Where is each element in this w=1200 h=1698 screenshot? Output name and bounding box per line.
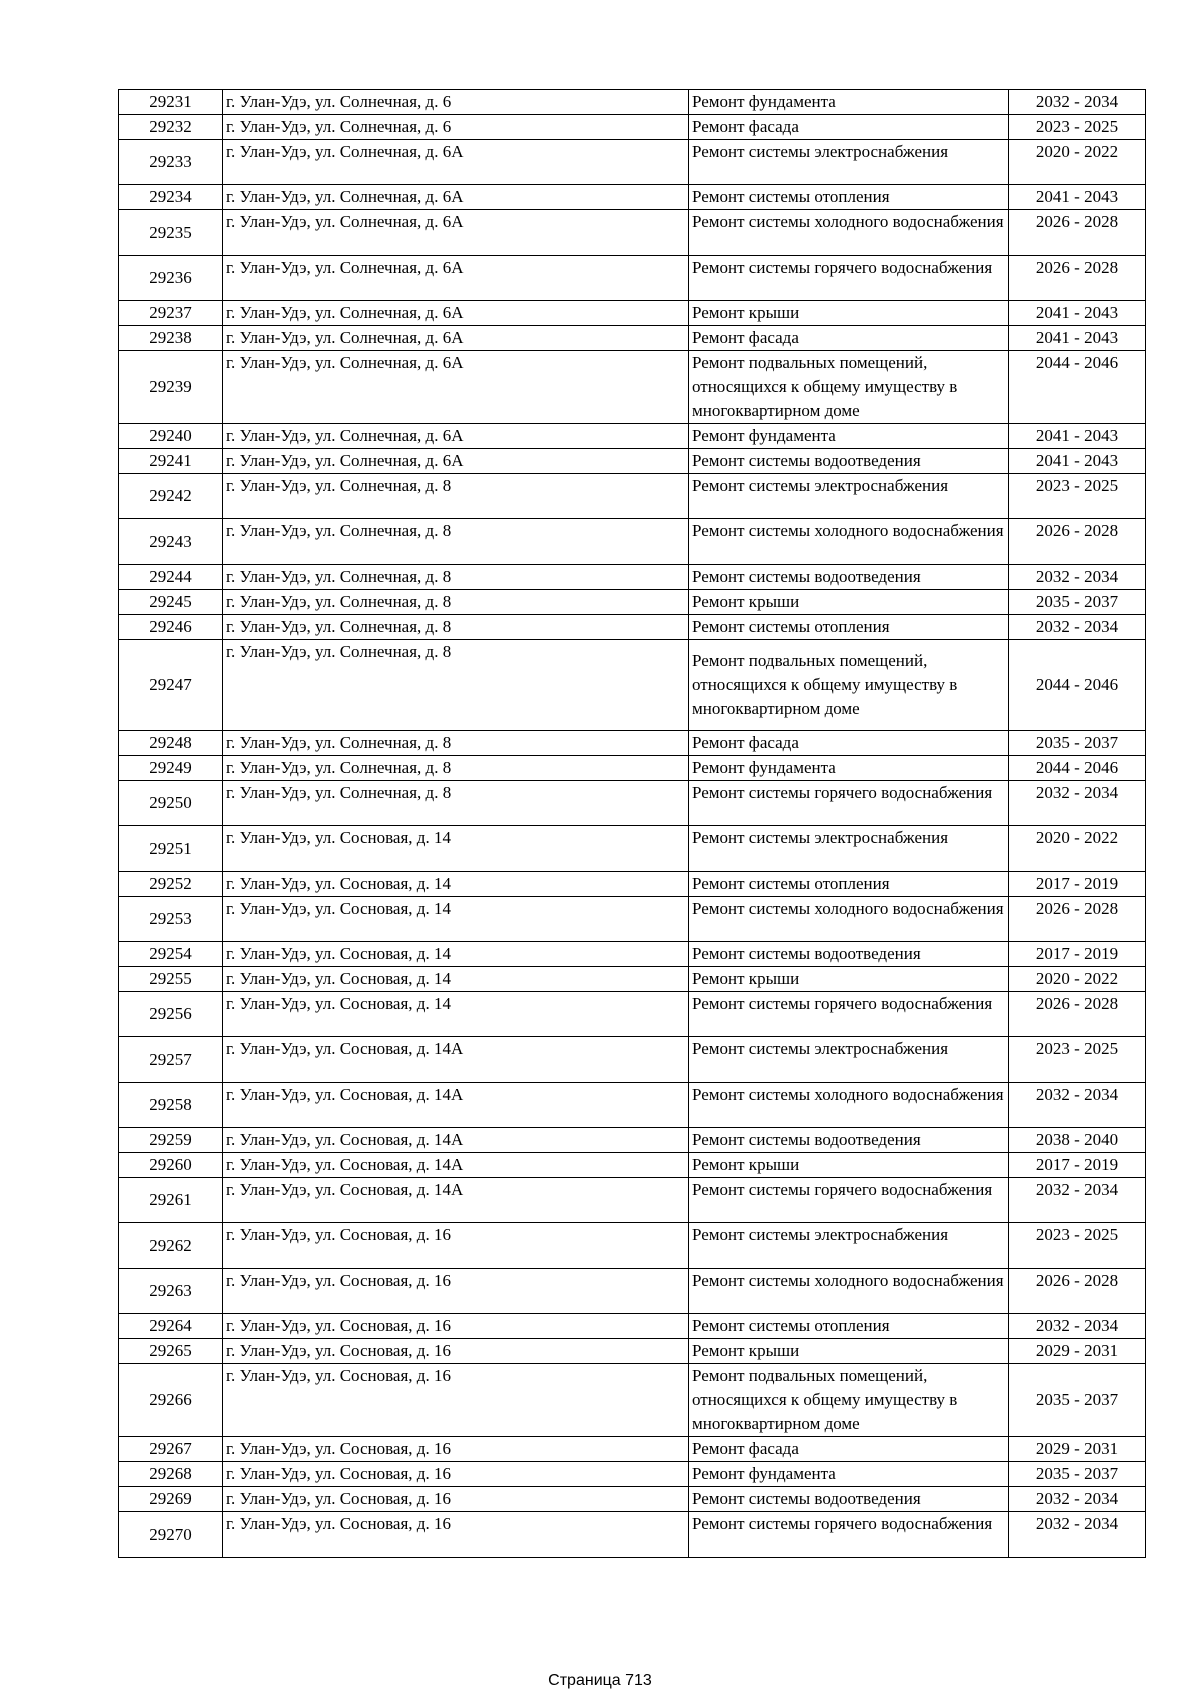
address-cell: г. Улан-Удэ, ул. Солнечная, д. 8 [223,640,689,731]
address-cell: г. Улан-Удэ, ул. Сосновая, д. 16 [223,1339,689,1364]
period-cell: 2035 - 2037 [1009,1462,1146,1487]
work-type-cell: Ремонт подвальных помещений, относящихся к общему имуществу в многоквартирном доме [689,1364,1009,1437]
table-row [119,326,1146,351]
address-cell: г. Улан-Удэ, ул. Солнечная, д. 8 [223,731,689,756]
table-row [119,449,1146,474]
work-type-cell: Ремонт системы водоотведения [689,1487,1009,1512]
work-type-cell: Ремонт системы холодного водоснабжения [689,519,1009,565]
period-cell: 2032 - 2034 [1009,90,1146,115]
period-cell: 2035 - 2037 [1009,590,1146,615]
address-cell: г. Улан-Удэ, ул. Сосновая, д. 16 [223,1487,689,1512]
period-cell: 2032 - 2034 [1009,781,1146,826]
row-number-cell: 29256 [119,992,223,1037]
period-cell: 2023 - 2025 [1009,1037,1146,1083]
table-row [119,1128,1146,1153]
work-type-cell: Ремонт крыши [689,590,1009,615]
table-row [119,615,1146,640]
period-cell: 2032 - 2034 [1009,1487,1146,1512]
address-cell: г. Улан-Удэ, ул. Сосновая, д. 16 [223,1462,689,1487]
row-number-cell: 29243 [119,519,223,565]
address-cell: г. Улан-Удэ, ул. Сосновая, д. 14А [223,1128,689,1153]
table-row [119,185,1146,210]
work-type-cell: Ремонт системы холодного водоснабжения [689,1083,1009,1128]
address-cell: г. Улан-Удэ, ул. Солнечная, д. 8 [223,519,689,565]
address-cell: г. Улан-Удэ, ул. Солнечная, д. 8 [223,615,689,640]
table-body [119,90,1146,1558]
table-row [119,992,1146,1037]
row-number-cell: 29232 [119,115,223,140]
work-type-cell: Ремонт системы электроснабжения [689,474,1009,519]
row-number-cell: 29234 [119,185,223,210]
row-number-cell: 29253 [119,897,223,942]
table-row [119,115,1146,140]
table-row [119,1339,1146,1364]
period-cell: 2041 - 2043 [1009,449,1146,474]
row-number-cell: 29267 [119,1437,223,1462]
table-row [119,1153,1146,1178]
work-type-cell: Ремонт фасада [689,1437,1009,1462]
work-type-cell: Ремонт крыши [689,301,1009,326]
row-number-cell: 29252 [119,872,223,897]
address-cell: г. Улан-Удэ, ул. Солнечная, д. 6А [223,424,689,449]
address-cell: г. Улан-Удэ, ул. Солнечная, д. 6А [223,351,689,424]
period-cell: 2035 - 2037 [1009,1364,1146,1437]
row-number-cell: 29247 [119,640,223,731]
row-number-cell: 29261 [119,1178,223,1223]
table-row [119,1037,1146,1083]
table-row [119,1083,1146,1128]
address-cell: г. Улан-Удэ, ул. Сосновая, д. 14 [223,992,689,1037]
address-cell: г. Улан-Удэ, ул. Сосновая, д. 14 [223,826,689,872]
address-cell: г. Улан-Удэ, ул. Солнечная, д. 6 [223,115,689,140]
work-type-cell: Ремонт фундамента [689,1462,1009,1487]
work-type-cell: Ремонт системы отопления [689,872,1009,897]
row-number-cell: 29241 [119,449,223,474]
work-type-cell: Ремонт фундамента [689,424,1009,449]
row-number-cell: 29238 [119,326,223,351]
address-cell: г. Улан-Удэ, ул. Сосновая, д. 14А [223,1178,689,1223]
period-cell: 2041 - 2043 [1009,326,1146,351]
work-type-cell: Ремонт системы отопления [689,185,1009,210]
table-row [119,301,1146,326]
address-cell: г. Улан-Удэ, ул. Сосновая, д. 14А [223,1037,689,1083]
work-type-cell: Ремонт крыши [689,1339,1009,1364]
table-row [119,781,1146,826]
address-cell: г. Улан-Удэ, ул. Сосновая, д. 16 [223,1314,689,1339]
work-type-cell: Ремонт системы холодного водоснабжения [689,210,1009,256]
address-cell: г. Улан-Удэ, ул. Сосновая, д. 14 [223,872,689,897]
table-row [119,1178,1146,1223]
address-cell: г. Улан-Удэ, ул. Солнечная, д. 6А [223,210,689,256]
work-type-cell: Ремонт системы электроснабжения [689,1223,1009,1269]
work-type-cell: Ремонт системы отопления [689,615,1009,640]
row-number-cell: 29266 [119,1364,223,1437]
address-cell: г. Улан-Удэ, ул. Сосновая, д. 16 [223,1364,689,1437]
period-cell: 2026 - 2028 [1009,519,1146,565]
address-cell: г. Улан-Удэ, ул. Сосновая, д. 16 [223,1512,689,1558]
table-row [119,942,1146,967]
table-row [119,565,1146,590]
row-number-cell: 29231 [119,90,223,115]
work-type-cell: Ремонт системы холодного водоснабжения [689,1269,1009,1314]
table-row [119,872,1146,897]
work-type-cell: Ремонт системы водоотведения [689,1128,1009,1153]
work-type-cell: Ремонт системы горячего водоснабжения [689,256,1009,301]
period-cell: 2032 - 2034 [1009,565,1146,590]
address-cell: г. Улан-Удэ, ул. Солнечная, д. 8 [223,756,689,781]
table-row [119,474,1146,519]
work-type-cell: Ремонт крыши [689,1153,1009,1178]
table-row [119,1462,1146,1487]
address-cell: г. Улан-Удэ, ул. Сосновая, д. 14А [223,1153,689,1178]
work-type-cell: Ремонт системы водоотведения [689,449,1009,474]
work-type-cell: Ремонт подвальных помещений, относящихся к общему имуществу в многоквартирном доме [689,351,1009,424]
work-type-cell: Ремонт фасада [689,731,1009,756]
period-cell: 2020 - 2022 [1009,140,1146,185]
work-type-cell: Ремонт фасада [689,326,1009,351]
address-cell: г. Улан-Удэ, ул. Солнечная, д. 6А [223,326,689,351]
period-cell: 2044 - 2046 [1009,351,1146,424]
table-row [119,351,1146,424]
address-cell: г. Улан-Удэ, ул. Солнечная, д. 8 [223,781,689,826]
period-cell: 2044 - 2046 [1009,756,1146,781]
table-row [119,967,1146,992]
work-type-cell: Ремонт фундамента [689,756,1009,781]
row-number-cell: 29236 [119,256,223,301]
table-row [119,1269,1146,1314]
address-cell: г. Улан-Удэ, ул. Солнечная, д. 8 [223,474,689,519]
period-cell: 2020 - 2022 [1009,826,1146,872]
table-row [119,90,1146,115]
row-number-cell: 29264 [119,1314,223,1339]
row-number-cell: 29257 [119,1037,223,1083]
address-cell: г. Улан-Удэ, ул. Солнечная, д. 6А [223,301,689,326]
address-cell: г. Улан-Удэ, ул. Солнечная, д. 8 [223,565,689,590]
row-number-cell: 29237 [119,301,223,326]
period-cell: 2017 - 2019 [1009,872,1146,897]
table-row [119,1364,1146,1437]
period-cell: 2023 - 2025 [1009,1223,1146,1269]
row-number-cell: 29259 [119,1128,223,1153]
row-number-cell: 29263 [119,1269,223,1314]
work-type-cell: Ремонт подвальных помещений, относящихся к общему имуществу в многоквартирном доме [689,640,1009,731]
address-cell: г. Улан-Удэ, ул. Сосновая, д. 14 [223,967,689,992]
period-cell: 2026 - 2028 [1009,256,1146,301]
row-number-cell: 29244 [119,565,223,590]
row-number-cell: 29251 [119,826,223,872]
period-cell: 2044 - 2046 [1009,640,1146,731]
table-row [119,826,1146,872]
work-type-cell: Ремонт системы электроснабжения [689,1037,1009,1083]
row-number-cell: 29262 [119,1223,223,1269]
table-row [119,897,1146,942]
address-cell: г. Улан-Удэ, ул. Сосновая, д. 16 [223,1269,689,1314]
work-type-cell: Ремонт системы холодного водоснабжения [689,897,1009,942]
work-type-cell: Ремонт системы водоотведения [689,565,1009,590]
period-cell: 2026 - 2028 [1009,210,1146,256]
address-cell: г. Улан-Удэ, ул. Сосновая, д. 16 [223,1223,689,1269]
period-cell: 2032 - 2034 [1009,615,1146,640]
page-number: Страница 713 [548,1672,652,1689]
period-cell: 2017 - 2019 [1009,942,1146,967]
period-cell: 2032 - 2034 [1009,1083,1146,1128]
period-cell: 2017 - 2019 [1009,1153,1146,1178]
work-type-cell: Ремонт системы горячего водоснабжения [689,781,1009,826]
period-cell: 2020 - 2022 [1009,967,1146,992]
row-number-cell: 29255 [119,967,223,992]
address-cell: г. Улан-Удэ, ул. Сосновая, д. 14 [223,897,689,942]
address-cell: г. Улан-Удэ, ул. Солнечная, д. 6А [223,449,689,474]
period-cell: 2032 - 2034 [1009,1178,1146,1223]
repair-schedule-table [118,89,1146,1558]
work-type-cell: Ремонт системы горячего водоснабжения [689,992,1009,1037]
table-row [119,1223,1146,1269]
row-number-cell: 29270 [119,1512,223,1558]
address-cell: г. Улан-Удэ, ул. Солнечная, д. 6А [223,185,689,210]
row-number-cell: 29235 [119,210,223,256]
work-type-cell: Ремонт системы электроснабжения [689,826,1009,872]
work-type-cell: Ремонт крыши [689,967,1009,992]
address-cell: г. Улан-Удэ, ул. Сосновая, д. 16 [223,1437,689,1462]
work-type-cell: Ремонт системы горячего водоснабжения [689,1178,1009,1223]
table-row [119,519,1146,565]
row-number-cell: 29265 [119,1339,223,1364]
row-number-cell: 29242 [119,474,223,519]
period-cell: 2029 - 2031 [1009,1437,1146,1462]
row-number-cell: 29246 [119,615,223,640]
table-row [119,1437,1146,1462]
address-cell: г. Улан-Удэ, ул. Сосновая, д. 14А [223,1083,689,1128]
work-type-cell: Ремонт системы водоотведения [689,942,1009,967]
period-cell: 2032 - 2034 [1009,1512,1146,1558]
table-row [119,640,1146,731]
address-cell: г. Улан-Удэ, ул. Солнечная, д. 6А [223,256,689,301]
row-number-cell: 29269 [119,1487,223,1512]
address-cell: г. Улан-Удэ, ул. Солнечная, д. 6А [223,140,689,185]
table-row [119,756,1146,781]
period-cell: 2038 - 2040 [1009,1128,1146,1153]
work-type-cell: Ремонт фасада [689,115,1009,140]
address-cell: г. Улан-Удэ, ул. Сосновая, д. 14 [223,942,689,967]
address-cell: г. Улан-Удэ, ул. Солнечная, д. 8 [223,590,689,615]
row-number-cell: 29250 [119,781,223,826]
period-cell: 2035 - 2037 [1009,731,1146,756]
table-row [119,1512,1146,1558]
period-cell: 2023 - 2025 [1009,115,1146,140]
table-row [119,140,1146,185]
work-type-cell: Ремонт системы горячего водоснабжения [689,1512,1009,1558]
period-cell: 2023 - 2025 [1009,474,1146,519]
period-cell: 2026 - 2028 [1009,1269,1146,1314]
work-type-cell: Ремонт системы электроснабжения [689,140,1009,185]
table-row [119,590,1146,615]
period-cell: 2029 - 2031 [1009,1339,1146,1364]
table-row [119,1314,1146,1339]
row-number-cell: 29260 [119,1153,223,1178]
table-row [119,731,1146,756]
period-cell: 2032 - 2034 [1009,1314,1146,1339]
table-row [119,1487,1146,1512]
work-type-cell: Ремонт фундамента [689,90,1009,115]
row-number-cell: 29249 [119,756,223,781]
row-number-cell: 29239 [119,351,223,424]
work-type-cell: Ремонт системы отопления [689,1314,1009,1339]
period-cell: 2041 - 2043 [1009,185,1146,210]
period-cell: 2026 - 2028 [1009,897,1146,942]
period-cell: 2041 - 2043 [1009,301,1146,326]
row-number-cell: 29233 [119,140,223,185]
row-number-cell: 29248 [119,731,223,756]
row-number-cell: 29258 [119,1083,223,1128]
table-row [119,256,1146,301]
period-cell: 2026 - 2028 [1009,992,1146,1037]
row-number-cell: 29245 [119,590,223,615]
row-number-cell: 29240 [119,424,223,449]
table-row [119,424,1146,449]
row-number-cell: 29254 [119,942,223,967]
table-row [119,210,1146,256]
address-cell: г. Улан-Удэ, ул. Солнечная, д. 6 [223,90,689,115]
period-cell: 2041 - 2043 [1009,424,1146,449]
row-number-cell: 29268 [119,1462,223,1487]
